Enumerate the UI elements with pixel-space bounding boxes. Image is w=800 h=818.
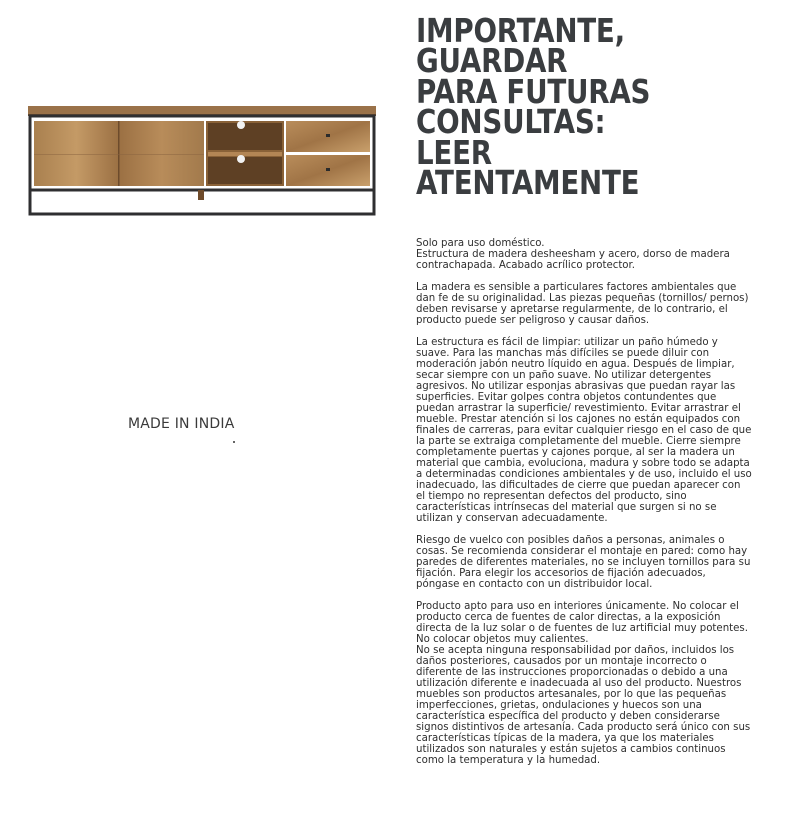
title-line: GUARDAR bbox=[416, 41, 568, 81]
paragraph-usage: Solo para uso doméstico. Estructura de madera desheesham y acero, dorso de madera contrachapada. Acabado acrílico protector. bbox=[416, 238, 730, 271]
title-line: CONSULTAS: bbox=[416, 102, 606, 142]
tv-cabinet-image bbox=[26, 104, 378, 219]
instructions-text bbox=[416, 238, 752, 766]
paragraph-cleaning: La estructura es fácil de limpiar: utilizar un paño húmedo y suave. Para las manchas más difíciles se puede diluir con moderación jabón neutro líquido en agua. Después de limpiar, secar siempre con un paño suave. No utilizar detergentes agresivos. No utilizar esponjas abrasivas que puedan rayar las superficies. Evitar golpes contra objetos contundentes que puedan arrastrar la superficie/ revestimiento. Evitar arrastrar el mueble. Prestar atención si los cajones no están equipados con finales de carreras, para evitar cualquier riesgo en el caso de que la parte se extraiga completamente del mueble. Cierre siempre completamente puertas y cajones porque, al ser la madera un material que cambia, evoluciona, madura y sobre todo se adapta a determinadas condiciones ambientales y de uso, incluido el uso inadecuado, las dificultades de cierre que puedan aparecer con el tiempo no representan defectos del producto, sino características intrínsecas del material que surgen si no se utilizan y conservan adecuadamente. bbox=[416, 337, 752, 524]
paragraph-tipping-risk: Riesgo de vuelco con posibles daños a personas, animales o cosas. Se recomienda considerar el montaje en pared: como hay paredes de diferentes materiales, no se incluyen tornillos para su fijación. Para elegir los accesorios de fijación adecuados, póngase en contacto con un distribuidor local. bbox=[416, 535, 751, 590]
page-title bbox=[416, 11, 735, 203]
decorative-dot bbox=[233, 441, 235, 443]
title-line: ATENTAMENTE bbox=[416, 163, 640, 203]
paragraph-wood-care: La madera es sensible a particulares factores ambientales que dan fe de su originalidad. Las piezas pequeñas (tornillos/ pernos) deben revisarse y apretarse regularmente, de lo contrario, el producto puede ser peligroso y causar daños. bbox=[416, 282, 749, 326]
made-in-label: MADE IN INDIA bbox=[128, 416, 235, 432]
title-line: IMPORTANTE, bbox=[416, 11, 625, 50]
title-line: PARA FUTURAS bbox=[416, 71, 651, 111]
paragraph-indoor-use: Producto apto para uso en interiores únicamente. No colocar el producto cerca de fuentes de calor directas, a la exposición directa de la luz solar o de fuentes de luz artificial muy potentes. No colocar objetos muy calientes. No se acepta ninguna responsabilidad por daños, incluidos los daños posteriores, causados por un montaje incorrecto o diferente de las instrucciones proporcionadas o debido a una utilización diferente e inadecuada al uso del producto. Nuestros muebles son productos artesanales, por lo que las pequeñas imperfecciones, grietas, ondulaciones y huecos son una característica específica del producto y deben considerarse signos distintivos de artesanía. Cada producto será único con sus características típicas de la madera, ya que los materiales utilizados son naturales y están sujetos a cambios continuos como la temperatura y la humedad. bbox=[416, 601, 751, 766]
title-line: LEER bbox=[416, 132, 492, 172]
